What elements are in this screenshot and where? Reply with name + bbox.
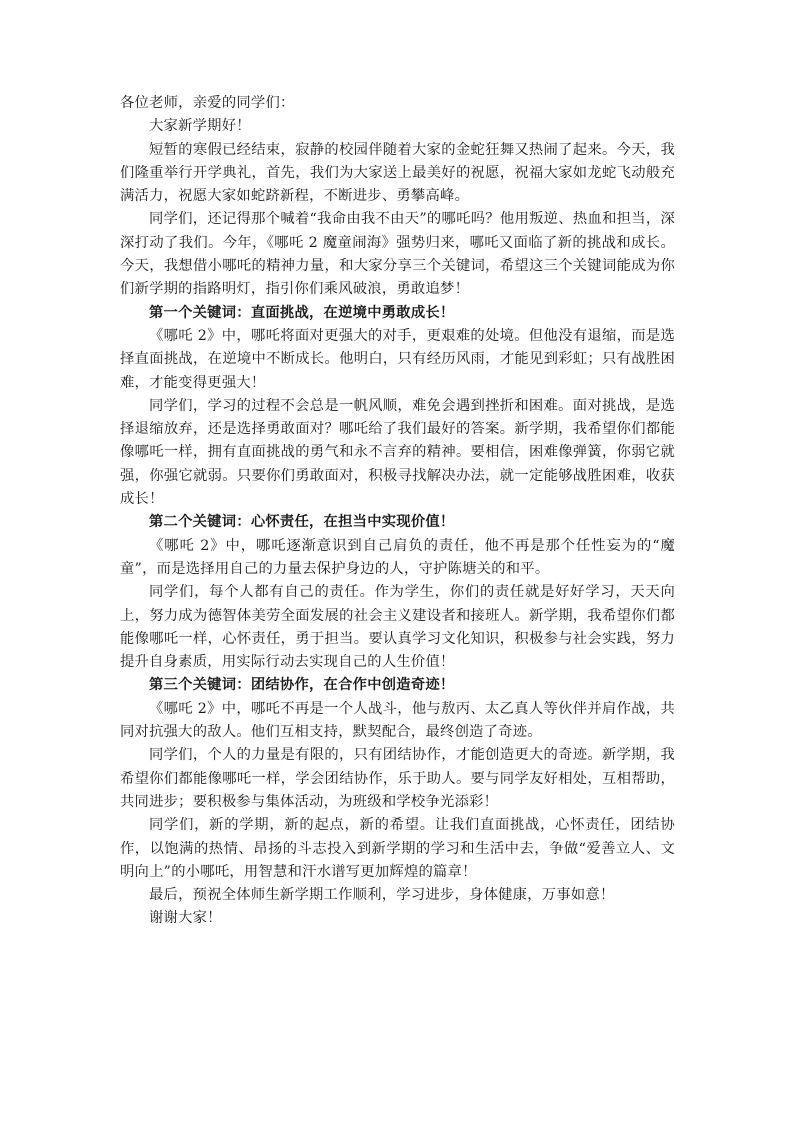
- keyword-heading-3: 第三个关键词：团结协作，在合作中创造奇迹！: [149, 677, 455, 694]
- paragraph-wishes: 最后，预祝全体师生新学期工作顺利，学习进步，身体健康，万事如意！: [149, 887, 615, 904]
- paragraph-intro: 短暂的寒假已经结束，寂静的校园伴随着大家的金蛇狂舞又热闹了起来。今天，我们隆重举行开学典礼，首先，我们为大家送上最美好的祝愿，祝福大家如龙蛇飞动般充满活力，祝愿大家如蛇跻新程，不断进步、勇攀高峰。: [120, 141, 675, 205]
- paragraph-thanks: 谢谢大家！: [149, 910, 222, 927]
- paragraph-keyword-2-advice: 同学们，每个人都有自己的责任。作为学生，你们的责任就是好好学习，天天向上，努力成为德智体美劳全面发展的社会主义建设者和接班人。新学期，我希望你们都能像哪吒一样，心怀责任，勇于担当。要认真学习文化知识，积极参与社会实践，努力提升自身素质，用实际行动去实现自己的人生价值！: [120, 584, 675, 671]
- paragraph-keyword-3-story: 《哪吒 2》中，哪吒不再是一个人战斗，他与敖丙、太乙真人等伙伴并肩作战，共同对抗强大的敌人。他们互相支持，默契配合，最终创造了奇迹。: [120, 700, 675, 741]
- document-page: [120, 92, 675, 931]
- paragraph-nezha-intro: 同学们，还记得那个喊着“我命由我不由天”的哪吒吗？他用叛逆、热血和担当，深深打动了我们。今年，《哪吒 2 魔童闹海》强势归来，哪吒又面临了新的挑战和成长。今天，我想借小哪吒的精神力量，和大家分享三个关键词，希望这三个关键词能成为你们新学期的指路明灯，指引你们乘风破浪，勇敢追梦！: [120, 211, 675, 298]
- paragraph-keyword-2-story: 《哪吒 2》中，哪吒逐渐意识到自己肩负的责任，他不再是那个任性妄为的“魔童”，而是选择用自己的力量去保护身边的人，守护陈塘关的和平。: [120, 537, 675, 577]
- greeting: 各位老师，亲爱的同学们：: [120, 95, 295, 111]
- paragraph-summary: 同学们，新的学期，新的起点，新的希望。让我们直面挑战，心怀责任，团结协作，以饱满的热情、昂扬的斗志投入到新学期的学习和生活中去，争做“爱善立人、文明向上”的小哪吒，用智慧和汗水谱写更加辉煌的篇章！: [120, 817, 675, 880]
- paragraph-keyword-1-story: 《哪吒 2》中，哪吒将面对更强大的对手，更艰难的处境。但他没有退缩，而是选择直面挑战，在逆境中不断成长。他明白，只有经历风雨，才能见到彩虹；只有战胜困难，才能变得更强大！: [120, 327, 675, 391]
- paragraph-keyword-1-advice: 同学们，学习的过程不会总是一帆风顺，难免会遇到挫折和困难。面对挑战，是选择退缩放弃，还是选择勇敢面对？哪吒给了我们最好的答案。新学期，我希望你们都能像哪吒一样，拥有直面挑战的勇气和永不言弃的精神。要相信，困难像弹簧，你弱它就强，你强它就弱。只要你们勇敢面对，积极寻找解决办法，就一定能够战胜困难，收获成长！: [120, 397, 675, 508]
- paragraph-keyword-3-advice: 同学们，个人的力量是有限的，只有团结协作，才能创造更大的奇迹。新学期，我希望你们都能像哪吒一样，学会团结协作，乐于助人。要与同学友好相处，互相帮助，共同进步；要积极参与集体活动，为班级和学校争光添彩！: [120, 747, 675, 810]
- keyword-heading-2: 第二个关键词：心怀责任，在担当中实现价值！: [149, 514, 455, 531]
- keyword-heading-1: 第一个关键词：直面挑战，在逆境中勇敢成长！: [149, 304, 455, 321]
- paragraph-new-term-greeting: 大家新学期好！: [149, 118, 251, 135]
